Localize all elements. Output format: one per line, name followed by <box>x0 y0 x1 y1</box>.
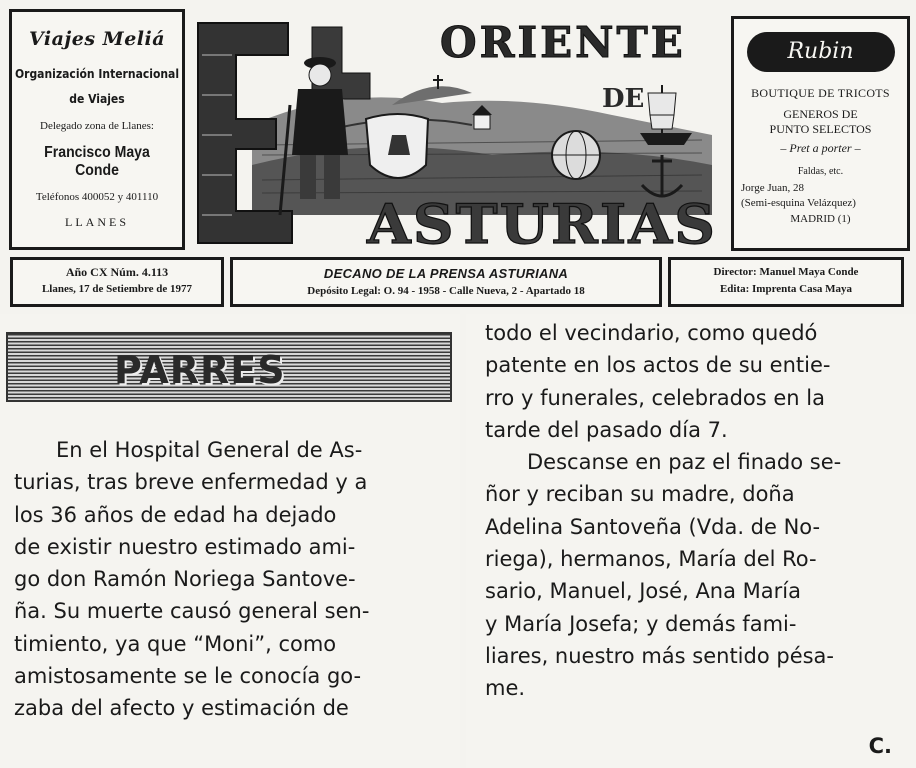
text-line: riega), hermanos, María del Ro- <box>485 547 817 572</box>
ad-rubin-line2 <box>734 107 907 137</box>
ad-phones: Teléfonos 400052 y 401110 <box>35 191 159 203</box>
ad-city: LLANES <box>65 215 129 229</box>
text-line: y María Josefa; y demás fami- <box>485 611 797 636</box>
masthead-word-oriente: ORIENTE <box>440 18 686 67</box>
legal-deposit: Depósito Legal: O. 94 - 1958 - Calle Nueva, 2 - Apartado 18 <box>307 285 585 297</box>
ad-org-line1: Organización Internacional <box>14 67 180 81</box>
section-title: PARRES <box>114 348 286 392</box>
ad-rubin-line6: MADRID (1) <box>790 213 851 225</box>
ad-rubin-line4: Faldas, etc. <box>797 166 844 177</box>
ad-rubin-line2a: GENEROS DE <box>783 107 858 121</box>
text-line: amistosamente se le conocía go- <box>14 664 362 689</box>
text-line: rro y funerales, celebrados en la <box>485 385 825 410</box>
text-line: todo el vecindario, como quedó <box>485 321 818 345</box>
masthead <box>192 15 726 251</box>
ad-viajes-melia <box>9 9 185 250</box>
masthead-word-de: DE <box>602 84 645 114</box>
text-line: go don Ramón Noriega Santove- <box>14 567 356 592</box>
text-line: En el Hospital General de As- <box>56 438 363 462</box>
text-line: patente en los actos de su entie- <box>485 353 831 378</box>
article-column-right <box>466 314 916 768</box>
signature: C. <box>868 734 892 758</box>
ad-rubin-line1: BOUTIQUE DE TRICOTS <box>751 86 890 100</box>
ad-rubin-line5a: Jorge Juan, 28 <box>741 182 805 194</box>
ad-rubin-line2b: PUNTO SELECTOS <box>769 122 872 136</box>
ad-delegate: Delegado zona de Llanes: <box>40 120 154 132</box>
ad-rubin-line3: – Pret a porter – <box>780 141 861 155</box>
text-line: de existir nuestro estimado ami- <box>14 534 356 559</box>
article-text-right <box>485 317 841 705</box>
ad-rubin-line5b: (Semi-esquina Velázquez) <box>741 197 856 209</box>
director-box <box>668 257 904 307</box>
ad-rubin <box>731 16 910 251</box>
issue-box <box>10 257 224 307</box>
issue-number: Año CX Núm. 4.113 <box>65 265 169 279</box>
masthead-illustration <box>192 15 726 251</box>
globe-icon <box>552 131 600 179</box>
text-line: Adelina Santoveña (Vda. de No- <box>485 514 821 539</box>
text-line: me. <box>485 676 526 701</box>
ad-org-line2: de Viajes <box>69 92 125 106</box>
ad-org <box>12 62 182 112</box>
publisher: Edita: Imprenta Casa Maya <box>719 283 853 295</box>
text-line: sario, Manuel, José, Ana María <box>485 579 801 604</box>
issue-date: Llanes, 17 de Setiembre de 1977 <box>41 283 193 295</box>
motto-box <box>230 257 662 307</box>
text-line: timiento, ya que “Moni”, como <box>14 631 337 656</box>
article-column-left <box>0 314 460 768</box>
text-line: Descanse en paz el finado se- <box>527 450 842 475</box>
text-line: los 36 años de edad ha dejado <box>14 502 337 527</box>
llanes-seal <box>366 114 428 178</box>
ad-name: Francisco Maya Conde <box>44 144 150 179</box>
text-line: turias, tras breve enfermedad y a <box>14 470 368 495</box>
section-header <box>6 332 452 402</box>
text-line: ña. Su muerte causó general sen- <box>14 599 370 624</box>
masthead-word-asturias: ASTURIAS <box>365 192 717 251</box>
motto: DECANO DE LA PRENSA ASTURIANA <box>323 266 569 281</box>
ad-brand: Viajes Meliá <box>28 28 166 50</box>
ad-rubin-logo: Rubin <box>747 32 895 72</box>
text-line: liares, nuestro más sentido pésa- <box>485 643 835 668</box>
info-bar <box>10 257 904 307</box>
text-line: tarde del pasado día 7. <box>485 417 728 442</box>
director: Director: Manuel Maya Conde <box>713 266 859 278</box>
text-line: zaba del afecto y estimación de <box>14 696 349 721</box>
article-text-left <box>14 434 369 725</box>
text-line: ñor y reciban su madre, doña <box>485 482 795 507</box>
ad-rubin-address <box>734 181 907 211</box>
